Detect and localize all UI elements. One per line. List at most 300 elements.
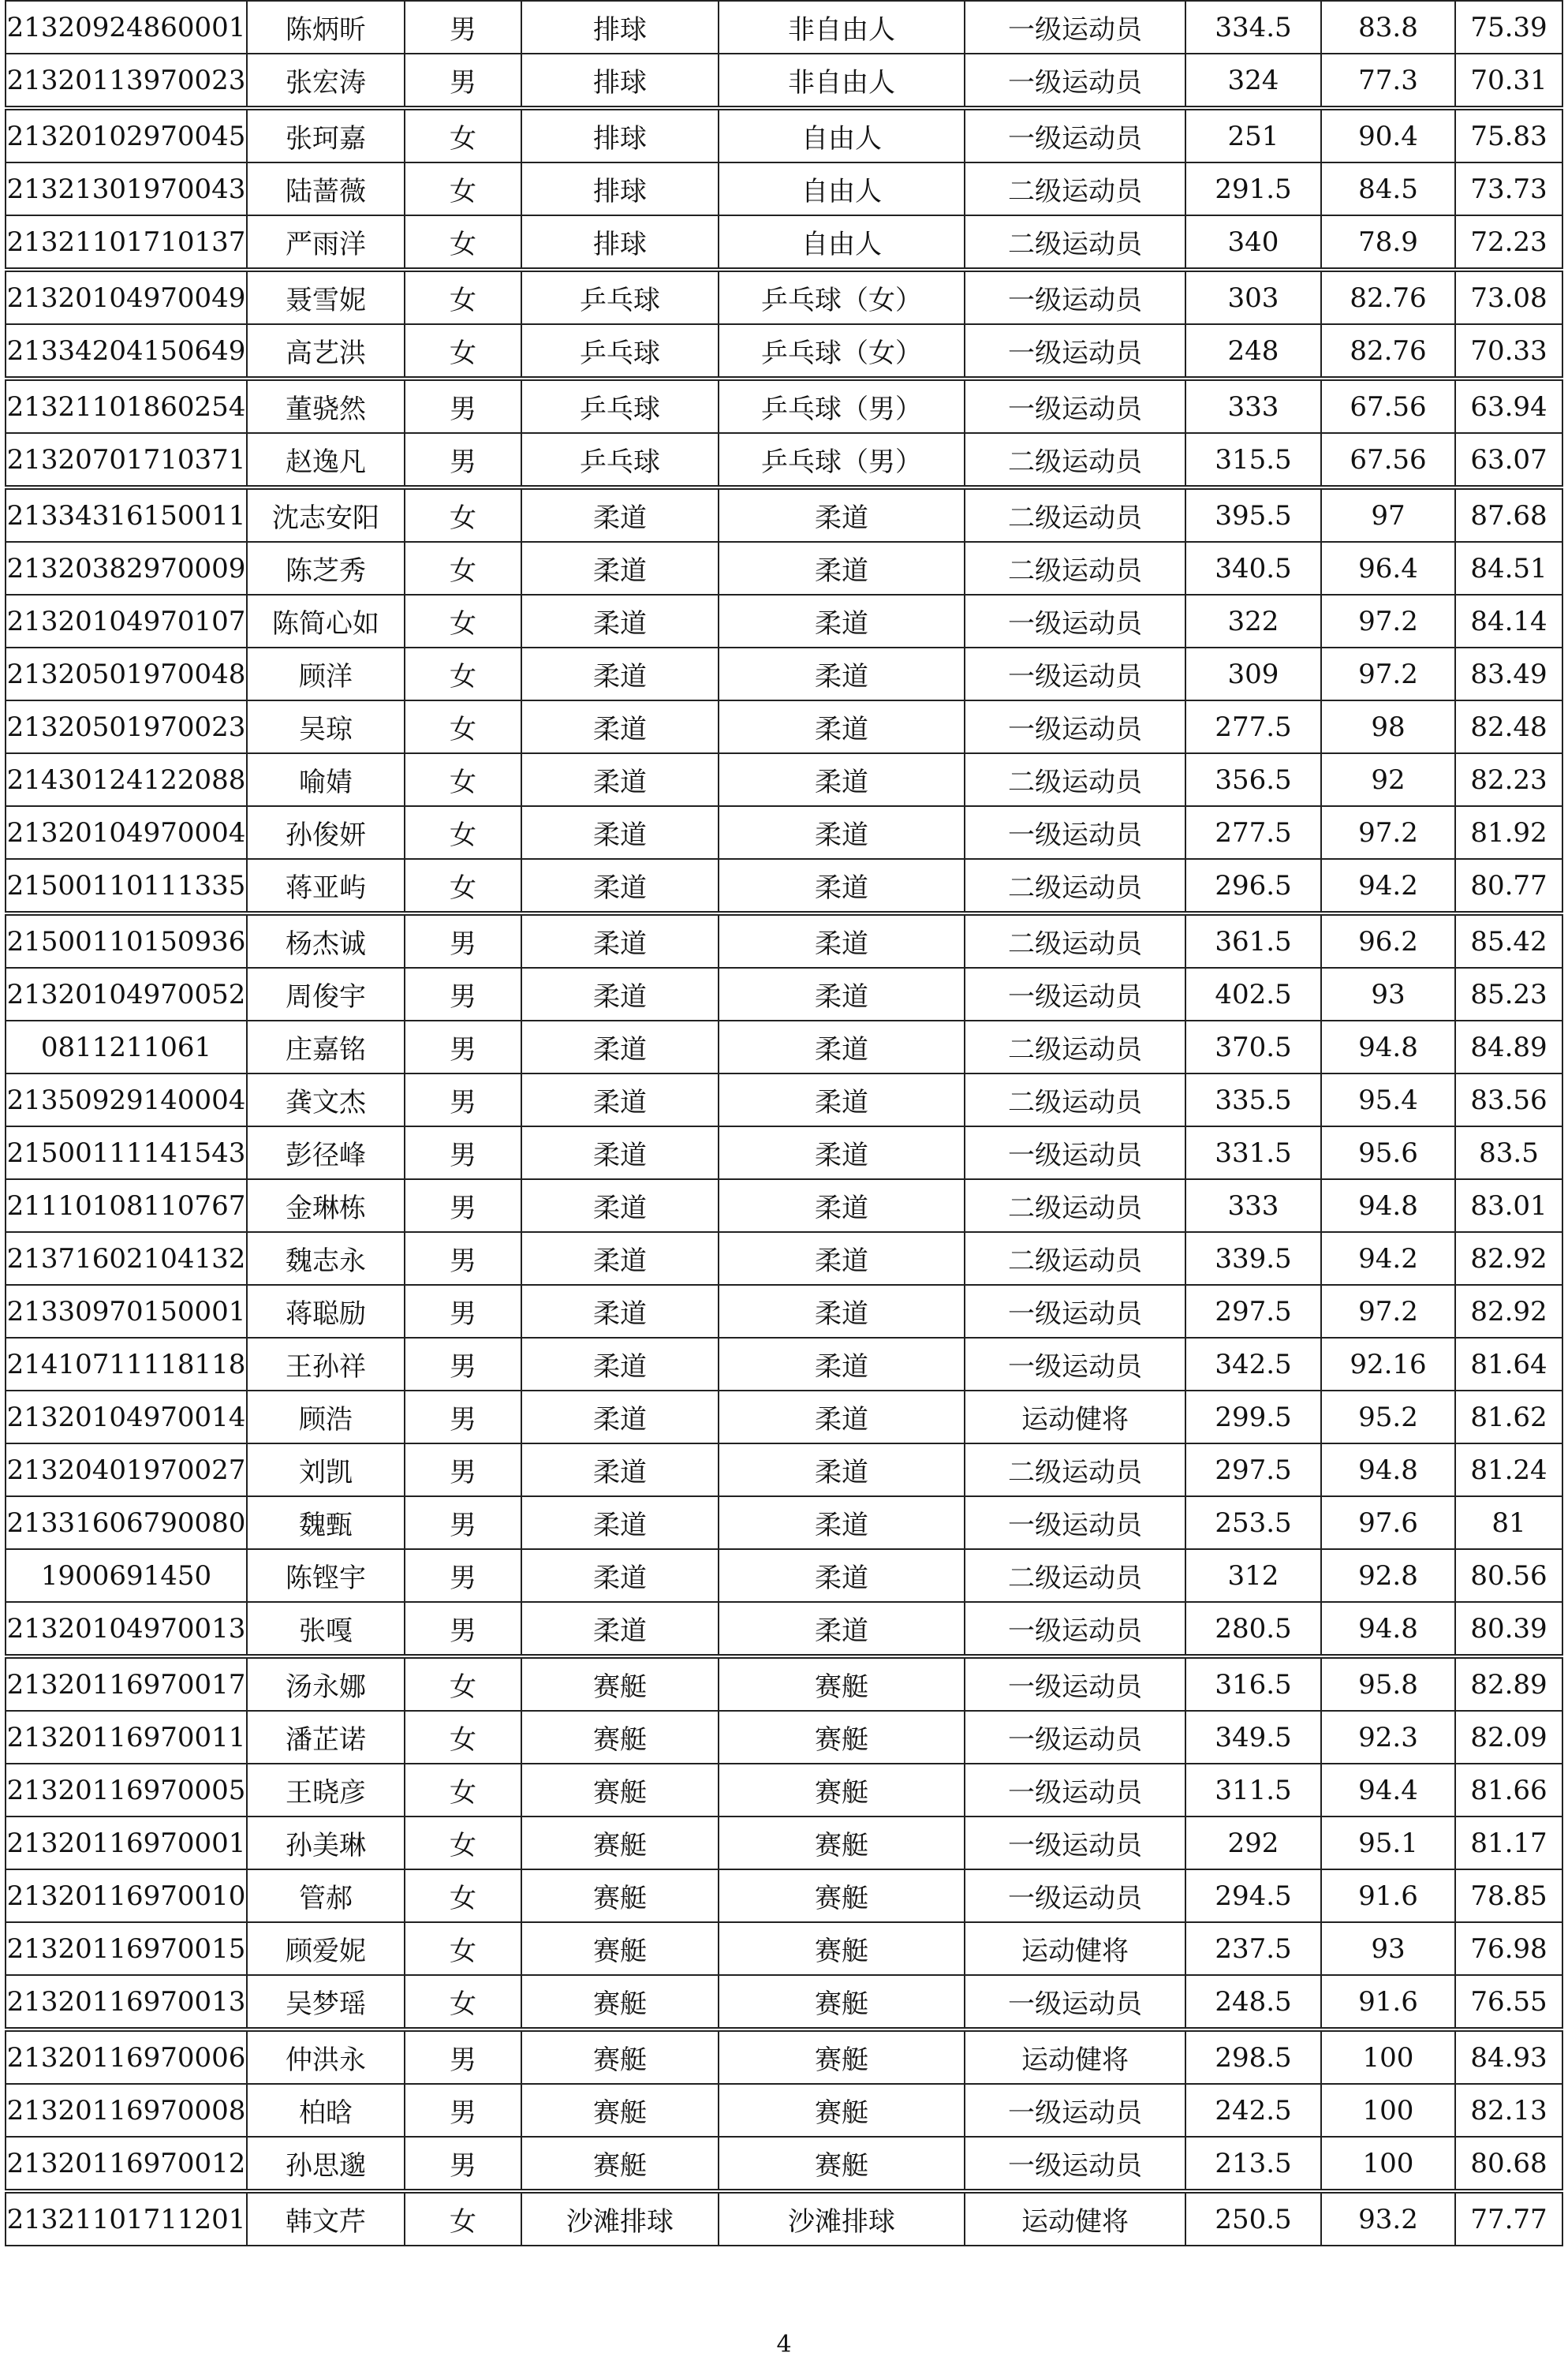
- sport-cell: 乒乓球: [521, 379, 719, 433]
- total-score-cell: 80.77: [1455, 859, 1562, 913]
- total-score-cell: 78.85: [1455, 1869, 1562, 1922]
- score-b-cell: 98: [1321, 700, 1455, 753]
- athlete-level-cell: 二级运动员: [965, 433, 1185, 487]
- gender-cell: 女: [405, 1711, 521, 1764]
- total-score-cell: 73.73: [1455, 162, 1562, 215]
- score-a-cell: 312: [1185, 1549, 1321, 1602]
- event-cell: 沙滩排球: [719, 2191, 965, 2246]
- results-sheet: [5, 0, 1562, 2246]
- table-row: [6, 324, 1562, 379]
- athlete-level-cell: 二级运动员: [965, 1073, 1185, 1126]
- event-cell: 柔道: [719, 487, 965, 542]
- name-cell: 蒋亚屿: [247, 859, 405, 913]
- exam-number-cell: 21320104970014: [6, 1391, 247, 1443]
- event-cell: 柔道: [719, 753, 965, 806]
- score-b-cell: 93: [1321, 968, 1455, 1021]
- exam-number-cell: 21320116970011: [6, 1711, 247, 1764]
- score-a-cell: 331.5: [1185, 1126, 1321, 1179]
- score-b-cell: 95.4: [1321, 1073, 1455, 1126]
- gender-cell: 女: [405, 215, 521, 270]
- exam-number-cell: 21320104970049: [6, 270, 247, 324]
- table-row: [6, 215, 1562, 270]
- score-b-cell: 94.8: [1321, 1179, 1455, 1232]
- exam-number-cell: 21350929140004: [6, 1073, 247, 1126]
- table-row: [6, 913, 1562, 968]
- gender-cell: 男: [405, 433, 521, 487]
- table-row: [6, 1711, 1562, 1764]
- score-a-cell: 237.5: [1185, 1922, 1321, 1975]
- score-a-cell: 335.5: [1185, 1073, 1321, 1126]
- exam-number-cell: 21320501970048: [6, 648, 247, 700]
- score-a-cell: 277.5: [1185, 700, 1321, 753]
- results-table-body: [6, 1, 1562, 2246]
- gender-cell: 女: [405, 753, 521, 806]
- name-cell: 高艺洪: [247, 324, 405, 379]
- score-a-cell: 342.5: [1185, 1338, 1321, 1391]
- table-row: [6, 1922, 1562, 1975]
- sport-cell: 赛艇: [521, 2029, 719, 2084]
- sport-cell: 柔道: [521, 968, 719, 1021]
- score-b-cell: 97.2: [1321, 648, 1455, 700]
- score-a-cell: 292: [1185, 1817, 1321, 1869]
- table-row: [6, 700, 1562, 753]
- total-score-cell: 84.14: [1455, 595, 1562, 648]
- exam-number-cell: 21320382970009: [6, 542, 247, 595]
- exam-number-cell: 21371602104132: [6, 1232, 247, 1285]
- name-cell: 吴梦瑶: [247, 1975, 405, 2029]
- gender-cell: 男: [405, 2084, 521, 2137]
- name-cell: 金琳栋: [247, 1179, 405, 1232]
- sport-cell: 柔道: [521, 1073, 719, 1126]
- sport-cell: 赛艇: [521, 1869, 719, 1922]
- score-a-cell: 277.5: [1185, 806, 1321, 859]
- name-cell: 王孙祥: [247, 1338, 405, 1391]
- name-cell: 汤永娜: [247, 1656, 405, 1711]
- sport-cell: 柔道: [521, 1179, 719, 1232]
- name-cell: 张宏涛: [247, 54, 405, 108]
- table-row: [6, 379, 1562, 433]
- score-a-cell: 370.5: [1185, 1021, 1321, 1073]
- exam-number-cell: 21320701710371: [6, 433, 247, 487]
- score-a-cell: 309: [1185, 648, 1321, 700]
- event-cell: 赛艇: [719, 1817, 965, 1869]
- score-b-cell: 95.1: [1321, 1817, 1455, 1869]
- gender-cell: 女: [405, 108, 521, 162]
- exam-number-cell: 21321101860254: [6, 379, 247, 433]
- event-cell: 乒乓球（女）: [719, 270, 965, 324]
- total-score-cell: 87.68: [1455, 487, 1562, 542]
- total-score-cell: 83.01: [1455, 1179, 1562, 1232]
- athlete-level-cell: 运动健将: [965, 2191, 1185, 2246]
- event-cell: 非自由人: [719, 54, 965, 108]
- sport-cell: 赛艇: [521, 1711, 719, 1764]
- event-cell: 赛艇: [719, 1656, 965, 1711]
- score-b-cell: 94.8: [1321, 1602, 1455, 1656]
- gender-cell: 女: [405, 1922, 521, 1975]
- score-b-cell: 67.56: [1321, 379, 1455, 433]
- name-cell: 陈芝秀: [247, 542, 405, 595]
- athlete-level-cell: 一级运动员: [965, 270, 1185, 324]
- athlete-level-cell: 一级运动员: [965, 1338, 1185, 1391]
- event-cell: 柔道: [719, 1443, 965, 1496]
- score-b-cell: 82.76: [1321, 270, 1455, 324]
- gender-cell: 男: [405, 1549, 521, 1602]
- exam-number-cell: 21320113970023: [6, 54, 247, 108]
- score-b-cell: 82.76: [1321, 324, 1455, 379]
- athlete-level-cell: 一级运动员: [965, 700, 1185, 753]
- event-cell: 赛艇: [719, 2084, 965, 2137]
- score-b-cell: 95.6: [1321, 1126, 1455, 1179]
- gender-cell: 女: [405, 1817, 521, 1869]
- table-row: [6, 270, 1562, 324]
- event-cell: 柔道: [719, 1602, 965, 1656]
- score-b-cell: 91.6: [1321, 1869, 1455, 1922]
- event-cell: 柔道: [719, 648, 965, 700]
- score-a-cell: 248.5: [1185, 1975, 1321, 2029]
- name-cell: 沈志安阳: [247, 487, 405, 542]
- table-row: [6, 1179, 1562, 1232]
- table-row: [6, 1073, 1562, 1126]
- table-row: [6, 2191, 1562, 2246]
- sport-cell: 乒乓球: [521, 433, 719, 487]
- table-row: [6, 1232, 1562, 1285]
- athlete-level-cell: 二级运动员: [965, 162, 1185, 215]
- table-row: [6, 1021, 1562, 1073]
- name-cell: 顾洋: [247, 648, 405, 700]
- total-score-cell: 82.89: [1455, 1656, 1562, 1711]
- total-score-cell: 63.94: [1455, 379, 1562, 433]
- gender-cell: 女: [405, 324, 521, 379]
- athlete-level-cell: 一级运动员: [965, 1656, 1185, 1711]
- event-cell: 柔道: [719, 806, 965, 859]
- athlete-level-cell: 二级运动员: [965, 859, 1185, 913]
- athlete-level-cell: 二级运动员: [965, 1021, 1185, 1073]
- exam-number-cell: 21320102970045: [6, 108, 247, 162]
- total-score-cell: 83.5: [1455, 1126, 1562, 1179]
- table-row: [6, 542, 1562, 595]
- event-cell: 自由人: [719, 162, 965, 215]
- name-cell: 龚文杰: [247, 1073, 405, 1126]
- event-cell: 柔道: [719, 1073, 965, 1126]
- athlete-level-cell: 一级运动员: [965, 1, 1185, 54]
- gender-cell: 男: [405, 1126, 521, 1179]
- score-a-cell: 291.5: [1185, 162, 1321, 215]
- athlete-level-cell: 一级运动员: [965, 2137, 1185, 2191]
- name-cell: 孙思邈: [247, 2137, 405, 2191]
- total-score-cell: 85.23: [1455, 968, 1562, 1021]
- event-cell: 柔道: [719, 1391, 965, 1443]
- exam-number-cell: 21331606790080: [6, 1496, 247, 1549]
- table-row: [6, 1285, 1562, 1338]
- gender-cell: 女: [405, 487, 521, 542]
- name-cell: 仲洪永: [247, 2029, 405, 2084]
- exam-number-cell: 21320116970010: [6, 1869, 247, 1922]
- athlete-level-cell: 一级运动员: [965, 648, 1185, 700]
- name-cell: 刘凯: [247, 1443, 405, 1496]
- name-cell: 杨杰诚: [247, 913, 405, 968]
- total-score-cell: 70.33: [1455, 324, 1562, 379]
- score-a-cell: 333: [1185, 1179, 1321, 1232]
- gender-cell: 男: [405, 1602, 521, 1656]
- exam-number-cell: 21334316150011: [6, 487, 247, 542]
- exam-number-cell: 0811211061: [6, 1021, 247, 1073]
- exam-number-cell: 21321301970043: [6, 162, 247, 215]
- score-a-cell: 298.5: [1185, 2029, 1321, 2084]
- name-cell: 喻婧: [247, 753, 405, 806]
- table-row: [6, 1, 1562, 54]
- exam-number-cell: 21320501970023: [6, 700, 247, 753]
- event-cell: 柔道: [719, 1021, 965, 1073]
- total-score-cell: 82.09: [1455, 1711, 1562, 1764]
- table-row: [6, 2137, 1562, 2191]
- exam-number-cell: 21320104970004: [6, 806, 247, 859]
- name-cell: 王晓彦: [247, 1764, 405, 1817]
- exam-number-cell: 21430124122088: [6, 753, 247, 806]
- exam-number-cell: 21330970150001: [6, 1285, 247, 1338]
- event-cell: 柔道: [719, 1179, 965, 1232]
- score-a-cell: 349.5: [1185, 1711, 1321, 1764]
- name-cell: 顾浩: [247, 1391, 405, 1443]
- sport-cell: 赛艇: [521, 1656, 719, 1711]
- score-a-cell: 311.5: [1185, 1764, 1321, 1817]
- total-score-cell: 72.23: [1455, 215, 1562, 270]
- page-number: 4: [776, 2331, 792, 2358]
- sport-cell: 柔道: [521, 1021, 719, 1073]
- score-b-cell: 95.8: [1321, 1656, 1455, 1711]
- total-score-cell: 81.17: [1455, 1817, 1562, 1869]
- athlete-level-cell: 一级运动员: [965, 1126, 1185, 1179]
- gender-cell: 女: [405, 162, 521, 215]
- athlete-level-cell: 一级运动员: [965, 1975, 1185, 2029]
- score-a-cell: 248: [1185, 324, 1321, 379]
- table-row: [6, 859, 1562, 913]
- total-score-cell: 81: [1455, 1496, 1562, 1549]
- table-row: [6, 1602, 1562, 1656]
- total-score-cell: 63.07: [1455, 433, 1562, 487]
- event-cell: 柔道: [719, 859, 965, 913]
- score-b-cell: 100: [1321, 2084, 1455, 2137]
- score-b-cell: 95.2: [1321, 1391, 1455, 1443]
- sport-cell: 赛艇: [521, 1922, 719, 1975]
- athlete-level-cell: 二级运动员: [965, 913, 1185, 968]
- gender-cell: 女: [405, 1869, 521, 1922]
- gender-cell: 男: [405, 1391, 521, 1443]
- event-cell: 柔道: [719, 913, 965, 968]
- results-table: [5, 0, 1563, 2246]
- exam-number-cell: 21334204150649: [6, 324, 247, 379]
- exam-number-cell: 21321101711201: [6, 2191, 247, 2246]
- sport-cell: 柔道: [521, 1496, 719, 1549]
- event-cell: 乒乓球（男）: [719, 379, 965, 433]
- score-a-cell: 316.5: [1185, 1656, 1321, 1711]
- exam-number-cell: 21320924860001: [6, 1, 247, 54]
- athlete-level-cell: 运动健将: [965, 2029, 1185, 2084]
- event-cell: 乒乓球（女）: [719, 324, 965, 379]
- total-score-cell: 76.98: [1455, 1922, 1562, 1975]
- name-cell: 赵逸凡: [247, 433, 405, 487]
- total-score-cell: 82.23: [1455, 753, 1562, 806]
- athlete-level-cell: 一级运动员: [965, 379, 1185, 433]
- sport-cell: 赛艇: [521, 2137, 719, 2191]
- score-b-cell: 96.2: [1321, 913, 1455, 968]
- total-score-cell: 85.42: [1455, 913, 1562, 968]
- athlete-level-cell: 二级运动员: [965, 542, 1185, 595]
- total-score-cell: 84.89: [1455, 1021, 1562, 1073]
- gender-cell: 男: [405, 1232, 521, 1285]
- event-cell: 乒乓球（男）: [719, 433, 965, 487]
- name-cell: 魏甄: [247, 1496, 405, 1549]
- score-b-cell: 94.2: [1321, 1232, 1455, 1285]
- event-cell: 柔道: [719, 1285, 965, 1338]
- score-a-cell: 299.5: [1185, 1391, 1321, 1443]
- event-cell: 自由人: [719, 215, 965, 270]
- score-a-cell: 294.5: [1185, 1869, 1321, 1922]
- athlete-level-cell: 二级运动员: [965, 1179, 1185, 1232]
- score-b-cell: 93: [1321, 1922, 1455, 1975]
- athlete-level-cell: 二级运动员: [965, 215, 1185, 270]
- sport-cell: 赛艇: [521, 1817, 719, 1869]
- sport-cell: 柔道: [521, 1549, 719, 1602]
- name-cell: 陈简心如: [247, 595, 405, 648]
- table-row: [6, 2029, 1562, 2084]
- athlete-level-cell: 一级运动员: [965, 1711, 1185, 1764]
- gender-cell: 女: [405, 542, 521, 595]
- total-score-cell: 70.31: [1455, 54, 1562, 108]
- score-a-cell: 340.5: [1185, 542, 1321, 595]
- exam-number-cell: 21500111141543: [6, 1126, 247, 1179]
- gender-cell: 女: [405, 270, 521, 324]
- total-score-cell: 81.66: [1455, 1764, 1562, 1817]
- name-cell: 孙俊妍: [247, 806, 405, 859]
- name-cell: 孙美琳: [247, 1817, 405, 1869]
- event-cell: 柔道: [719, 1549, 965, 1602]
- score-b-cell: 84.5: [1321, 162, 1455, 215]
- total-score-cell: 80.56: [1455, 1549, 1562, 1602]
- table-row: [6, 1817, 1562, 1869]
- exam-number-cell: 21110108110767: [6, 1179, 247, 1232]
- total-score-cell: 84.93: [1455, 2029, 1562, 2084]
- event-cell: 柔道: [719, 1496, 965, 1549]
- event-cell: 赛艇: [719, 1922, 965, 1975]
- athlete-level-cell: 二级运动员: [965, 1549, 1185, 1602]
- gender-cell: 女: [405, 2191, 521, 2246]
- exam-number-cell: 21500110111335: [6, 859, 247, 913]
- sport-cell: 赛艇: [521, 2084, 719, 2137]
- score-a-cell: 334.5: [1185, 1, 1321, 54]
- name-cell: 严雨洋: [247, 215, 405, 270]
- gender-cell: 女: [405, 1975, 521, 2029]
- event-cell: 赛艇: [719, 2029, 965, 2084]
- name-cell: 韩文芹: [247, 2191, 405, 2246]
- score-b-cell: 97: [1321, 487, 1455, 542]
- score-b-cell: 94.2: [1321, 859, 1455, 913]
- name-cell: 陆蔷薇: [247, 162, 405, 215]
- name-cell: 彭径峰: [247, 1126, 405, 1179]
- score-a-cell: 315.5: [1185, 433, 1321, 487]
- athlete-level-cell: 一级运动员: [965, 595, 1185, 648]
- exam-number-cell: 21320116970013: [6, 1975, 247, 2029]
- sport-cell: 柔道: [521, 753, 719, 806]
- gender-cell: 女: [405, 648, 521, 700]
- table-row: [6, 1975, 1562, 2029]
- table-row: [6, 1496, 1562, 1549]
- athlete-level-cell: 一级运动员: [965, 806, 1185, 859]
- score-a-cell: 361.5: [1185, 913, 1321, 968]
- event-cell: 柔道: [719, 968, 965, 1021]
- sport-cell: 赛艇: [521, 1975, 719, 2029]
- total-score-cell: 77.77: [1455, 2191, 1562, 2246]
- gender-cell: 女: [405, 1764, 521, 1817]
- gender-cell: 男: [405, 379, 521, 433]
- table-row: [6, 2084, 1562, 2137]
- total-score-cell: 75.83: [1455, 108, 1562, 162]
- score-a-cell: 333: [1185, 379, 1321, 433]
- sport-cell: 柔道: [521, 487, 719, 542]
- gender-cell: 女: [405, 859, 521, 913]
- score-a-cell: 280.5: [1185, 1602, 1321, 1656]
- score-b-cell: 97.6: [1321, 1496, 1455, 1549]
- athlete-level-cell: 一级运动员: [965, 1764, 1185, 1817]
- sport-cell: 柔道: [521, 806, 719, 859]
- sport-cell: 柔道: [521, 648, 719, 700]
- name-cell: 柏晗: [247, 2084, 405, 2137]
- event-cell: 自由人: [719, 108, 965, 162]
- sport-cell: 柔道: [521, 1443, 719, 1496]
- score-a-cell: 296.5: [1185, 859, 1321, 913]
- name-cell: 陈铿宇: [247, 1549, 405, 1602]
- total-score-cell: 76.55: [1455, 1975, 1562, 2029]
- total-score-cell: 81.24: [1455, 1443, 1562, 1496]
- score-b-cell: 78.9: [1321, 215, 1455, 270]
- score-b-cell: 97.2: [1321, 595, 1455, 648]
- total-score-cell: 82.92: [1455, 1285, 1562, 1338]
- exam-number-cell: 21321101710137: [6, 215, 247, 270]
- score-b-cell: 77.3: [1321, 54, 1455, 108]
- score-b-cell: 97.2: [1321, 806, 1455, 859]
- score-b-cell: 94.8: [1321, 1021, 1455, 1073]
- score-b-cell: 92.3: [1321, 1711, 1455, 1764]
- table-row: [6, 1869, 1562, 1922]
- sport-cell: 柔道: [521, 1602, 719, 1656]
- name-cell: 聂雪妮: [247, 270, 405, 324]
- athlete-level-cell: 一级运动员: [965, 1285, 1185, 1338]
- event-cell: 非自由人: [719, 1, 965, 54]
- table-row: [6, 1443, 1562, 1496]
- athlete-level-cell: 运动健将: [965, 1391, 1185, 1443]
- gender-cell: 男: [405, 2029, 521, 2084]
- score-b-cell: 83.8: [1321, 1, 1455, 54]
- table-row: [6, 108, 1562, 162]
- score-a-cell: 322: [1185, 595, 1321, 648]
- gender-cell: 男: [405, 2137, 521, 2191]
- gender-cell: 女: [405, 806, 521, 859]
- score-a-cell: 303: [1185, 270, 1321, 324]
- total-score-cell: 81.64: [1455, 1338, 1562, 1391]
- sport-cell: 柔道: [521, 1391, 719, 1443]
- event-cell: 柔道: [719, 1232, 965, 1285]
- exam-number-cell: 21320116970017: [6, 1656, 247, 1711]
- exam-number-cell: 21320104970107: [6, 595, 247, 648]
- name-cell: 庄嘉铭: [247, 1021, 405, 1073]
- total-score-cell: 80.68: [1455, 2137, 1562, 2191]
- score-a-cell: 297.5: [1185, 1285, 1321, 1338]
- total-score-cell: 81.92: [1455, 806, 1562, 859]
- name-cell: 顾爱妮: [247, 1922, 405, 1975]
- score-b-cell: 94.8: [1321, 1443, 1455, 1496]
- athlete-level-cell: 二级运动员: [965, 753, 1185, 806]
- sport-cell: 柔道: [521, 1285, 719, 1338]
- name-cell: 张嘎: [247, 1602, 405, 1656]
